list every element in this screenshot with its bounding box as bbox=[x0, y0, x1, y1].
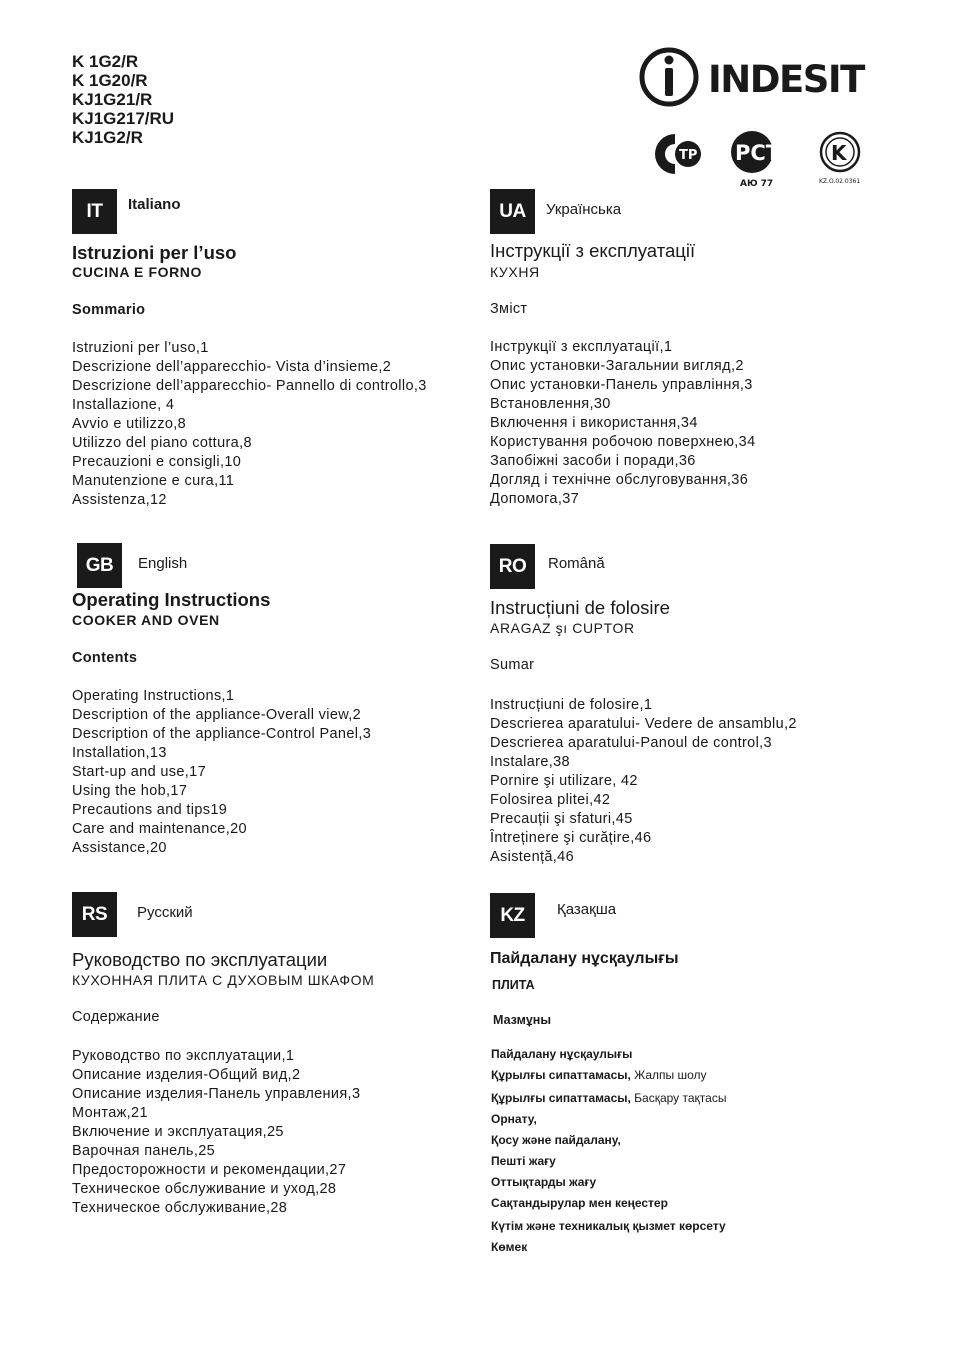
section-title-rs: Руководство по эксплуатации bbox=[72, 949, 328, 970]
language-badge-kz: KZ bbox=[490, 893, 535, 938]
section-title-kz: Пайдалану нұсқаулығы bbox=[490, 950, 679, 967]
contents-item: Descrizione dell’apparecchio- Vista d’insieme,2 bbox=[72, 359, 392, 375]
contents-item: Utilizzo del piano cottura,8 bbox=[72, 435, 252, 451]
model-number: K 1G20/R bbox=[72, 71, 148, 90]
contents-item: Құрылғы сипаттамасы, Жалпы шолу bbox=[491, 1068, 707, 1082]
contents-item: Pornire şi utilizare, 42 bbox=[490, 773, 638, 789]
contents-item: Предосторожности и рекомендации,27 bbox=[72, 1162, 347, 1178]
contents-item: Құрылғы сипаттамасы, Басқару тақтасы bbox=[491, 1091, 727, 1105]
contents-item: Пайдалану нұсқаулығы bbox=[491, 1047, 633, 1061]
contents-item: Istruzioni per l’uso,1 bbox=[72, 340, 209, 356]
contents-item: Көмек bbox=[491, 1240, 528, 1254]
language-name-it: Italiano bbox=[128, 196, 181, 213]
contents-heading-kz: Мазмұны bbox=[493, 1013, 551, 1027]
svg-text:ТР: ТР bbox=[679, 148, 698, 163]
contents-item: Folosirea plitei,42 bbox=[490, 792, 611, 808]
contents-item: Описание изделия-Общий вид,2 bbox=[72, 1067, 301, 1083]
model-list bbox=[72, 52, 174, 147]
indesit-logo bbox=[638, 44, 866, 110]
model-number: K 1G2/R bbox=[72, 52, 139, 71]
section-subtitle-gb: COOKER AND OVEN bbox=[72, 612, 220, 628]
contents-item: Întreținere şi curățire,46 bbox=[490, 830, 652, 846]
contents-item: Користування робочою поверхнею,34 bbox=[490, 434, 756, 450]
section-subtitle-ro: ARAGAZ şı CUPTOR bbox=[490, 620, 635, 636]
contents-item: Орнату, bbox=[491, 1112, 537, 1126]
contents-item: Сақтандырулар мен кеңестер bbox=[491, 1196, 668, 1210]
contents-item: Описание изделия-Панель управления,3 bbox=[72, 1086, 361, 1102]
contents-item: Manutenzione e cura,11 bbox=[72, 473, 235, 489]
contents-item: Asistență,46 bbox=[490, 849, 574, 865]
section-title-it: Istruzioni per l’uso bbox=[72, 242, 237, 263]
contents-list-ro bbox=[490, 696, 797, 867]
contents-item: Күтім және техникалық қызмет көрсету bbox=[491, 1219, 726, 1233]
svg-text:KZ.O.02.0361: KZ.O.02.0361 bbox=[819, 178, 861, 185]
contents-item: Care and maintenance,20 bbox=[72, 821, 247, 837]
contents-item: Installation,13 bbox=[72, 745, 167, 761]
contents-item: Встановлення,30 bbox=[490, 396, 611, 412]
eac-ctp-mark-icon bbox=[645, 130, 705, 178]
contents-item: Precauții şi sfaturi,45 bbox=[490, 811, 633, 827]
contents-item: Інструкції з експлуатації,1 bbox=[490, 339, 673, 355]
contents-item: Руководство по эксплуатации,1 bbox=[72, 1048, 295, 1064]
contents-list-it bbox=[72, 339, 427, 510]
language-badge-it: IT bbox=[72, 189, 117, 234]
language-badge-gb: GB bbox=[77, 543, 122, 588]
svg-text:АЮ 77: АЮ 77 bbox=[740, 179, 774, 189]
contents-item: Operating Instructions,1 bbox=[72, 688, 235, 704]
contents-heading-rs: Содержание bbox=[72, 1009, 160, 1025]
contents-list-ua bbox=[490, 338, 756, 509]
svg-text:INDESIT: INDESIT bbox=[708, 58, 864, 101]
contents-item: Precauzioni e consigli,10 bbox=[72, 454, 242, 470]
contents-item: Precautions and tips19 bbox=[72, 802, 228, 818]
contents-item: Догляд і технічне обслуговування,36 bbox=[490, 472, 749, 488]
contents-item: Пешті жағу bbox=[491, 1154, 556, 1168]
contents-item: Instalare,38 bbox=[490, 754, 570, 770]
contents-list-gb bbox=[72, 687, 371, 858]
contents-item: Варочная панель,25 bbox=[72, 1143, 216, 1159]
contents-item: Instrucțiuni de folosire,1 bbox=[490, 697, 653, 713]
contents-item: Опис установки-Загальнии вигляд,2 bbox=[490, 358, 744, 374]
contents-item: Start-up and use,17 bbox=[72, 764, 207, 780]
contents-item: Descrierea aparatului- Vedere de ansamblu,2 bbox=[490, 716, 797, 732]
kz-mark-icon bbox=[814, 130, 866, 186]
section-title-ua: Інструкції з експлуатації bbox=[490, 240, 696, 261]
contents-item: Запобіжні засоби і поради,36 bbox=[490, 453, 696, 469]
language-badge-ro: RO bbox=[490, 544, 535, 589]
contents-heading-ua: Зміст bbox=[490, 301, 528, 317]
svg-text:K: K bbox=[831, 141, 847, 165]
contents-item: Қосу және пайдалану, bbox=[491, 1133, 621, 1147]
section-title-gb: Operating Instructions bbox=[72, 589, 271, 610]
contents-item: Оттықтарды жағу bbox=[491, 1175, 597, 1189]
contents-item: Descrierea aparatului-Panoul de control,3 bbox=[490, 735, 772, 751]
language-name-ro: Română bbox=[548, 555, 605, 572]
contents-item: Включення і використання,34 bbox=[490, 415, 698, 431]
contents-item: Descrizione dell’apparecchio- Pannello di controllo,3 bbox=[72, 378, 427, 394]
model-number: KJ1G2/R bbox=[72, 128, 143, 147]
contents-item: Description of the appliance-Control Panel,3 bbox=[72, 726, 372, 742]
contents-item: Avvio e utilizzo,8 bbox=[72, 416, 187, 432]
contents-item: Включение и эксплуатация,25 bbox=[72, 1124, 284, 1140]
model-number: KJ1G21/R bbox=[72, 90, 153, 109]
language-badge-rs: RS bbox=[72, 892, 117, 937]
section-subtitle-it: CUCINA E FORNO bbox=[72, 264, 202, 280]
contents-item: Assistance,20 bbox=[72, 840, 167, 856]
section-subtitle-kz: ПЛИТА bbox=[492, 978, 535, 992]
contents-item: Assistenza,12 bbox=[72, 492, 167, 508]
contents-item: Description of the appliance-Overall view,2 bbox=[72, 707, 362, 723]
contents-item: Техническое обслуживание,28 bbox=[72, 1200, 288, 1216]
section-title-ro: Instrucțiuni de folosire bbox=[490, 597, 670, 618]
contents-list-kz bbox=[491, 1044, 726, 1258]
model-number: KJ1G217/RU bbox=[72, 109, 175, 128]
contents-item: Installazione, 4 bbox=[72, 397, 175, 413]
contents-heading-ro: Sumar bbox=[490, 657, 535, 673]
language-name-kz: Қазақша bbox=[557, 901, 617, 918]
contents-item: Монтаж,21 bbox=[72, 1105, 148, 1121]
language-name-rs: Русский bbox=[137, 904, 193, 921]
contents-item: Техническое обслуживание и уход,28 bbox=[72, 1181, 337, 1197]
section-subtitle-ua: КУХНЯ bbox=[490, 264, 540, 280]
contents-heading-gb: Contents bbox=[72, 650, 138, 666]
language-name-gb: English bbox=[138, 555, 188, 572]
contents-item: Опис установки-Панель управління,3 bbox=[490, 377, 753, 393]
language-name-ua: Українська bbox=[546, 201, 622, 218]
language-badge-ua: UA bbox=[490, 189, 535, 234]
contents-item: Using the hob,17 bbox=[72, 783, 188, 799]
svg-text:РСТ: РСТ bbox=[735, 141, 781, 165]
section-subtitle-rs: КУХОННАЯ ПЛИТА С ДУХОВЫМ ШКАФОМ bbox=[72, 972, 375, 988]
contents-heading-it: Sommario bbox=[72, 302, 146, 318]
contents-item: Допомога,37 bbox=[490, 491, 580, 507]
contents-list-rs bbox=[72, 1047, 360, 1218]
pct-mark-icon bbox=[726, 130, 782, 190]
